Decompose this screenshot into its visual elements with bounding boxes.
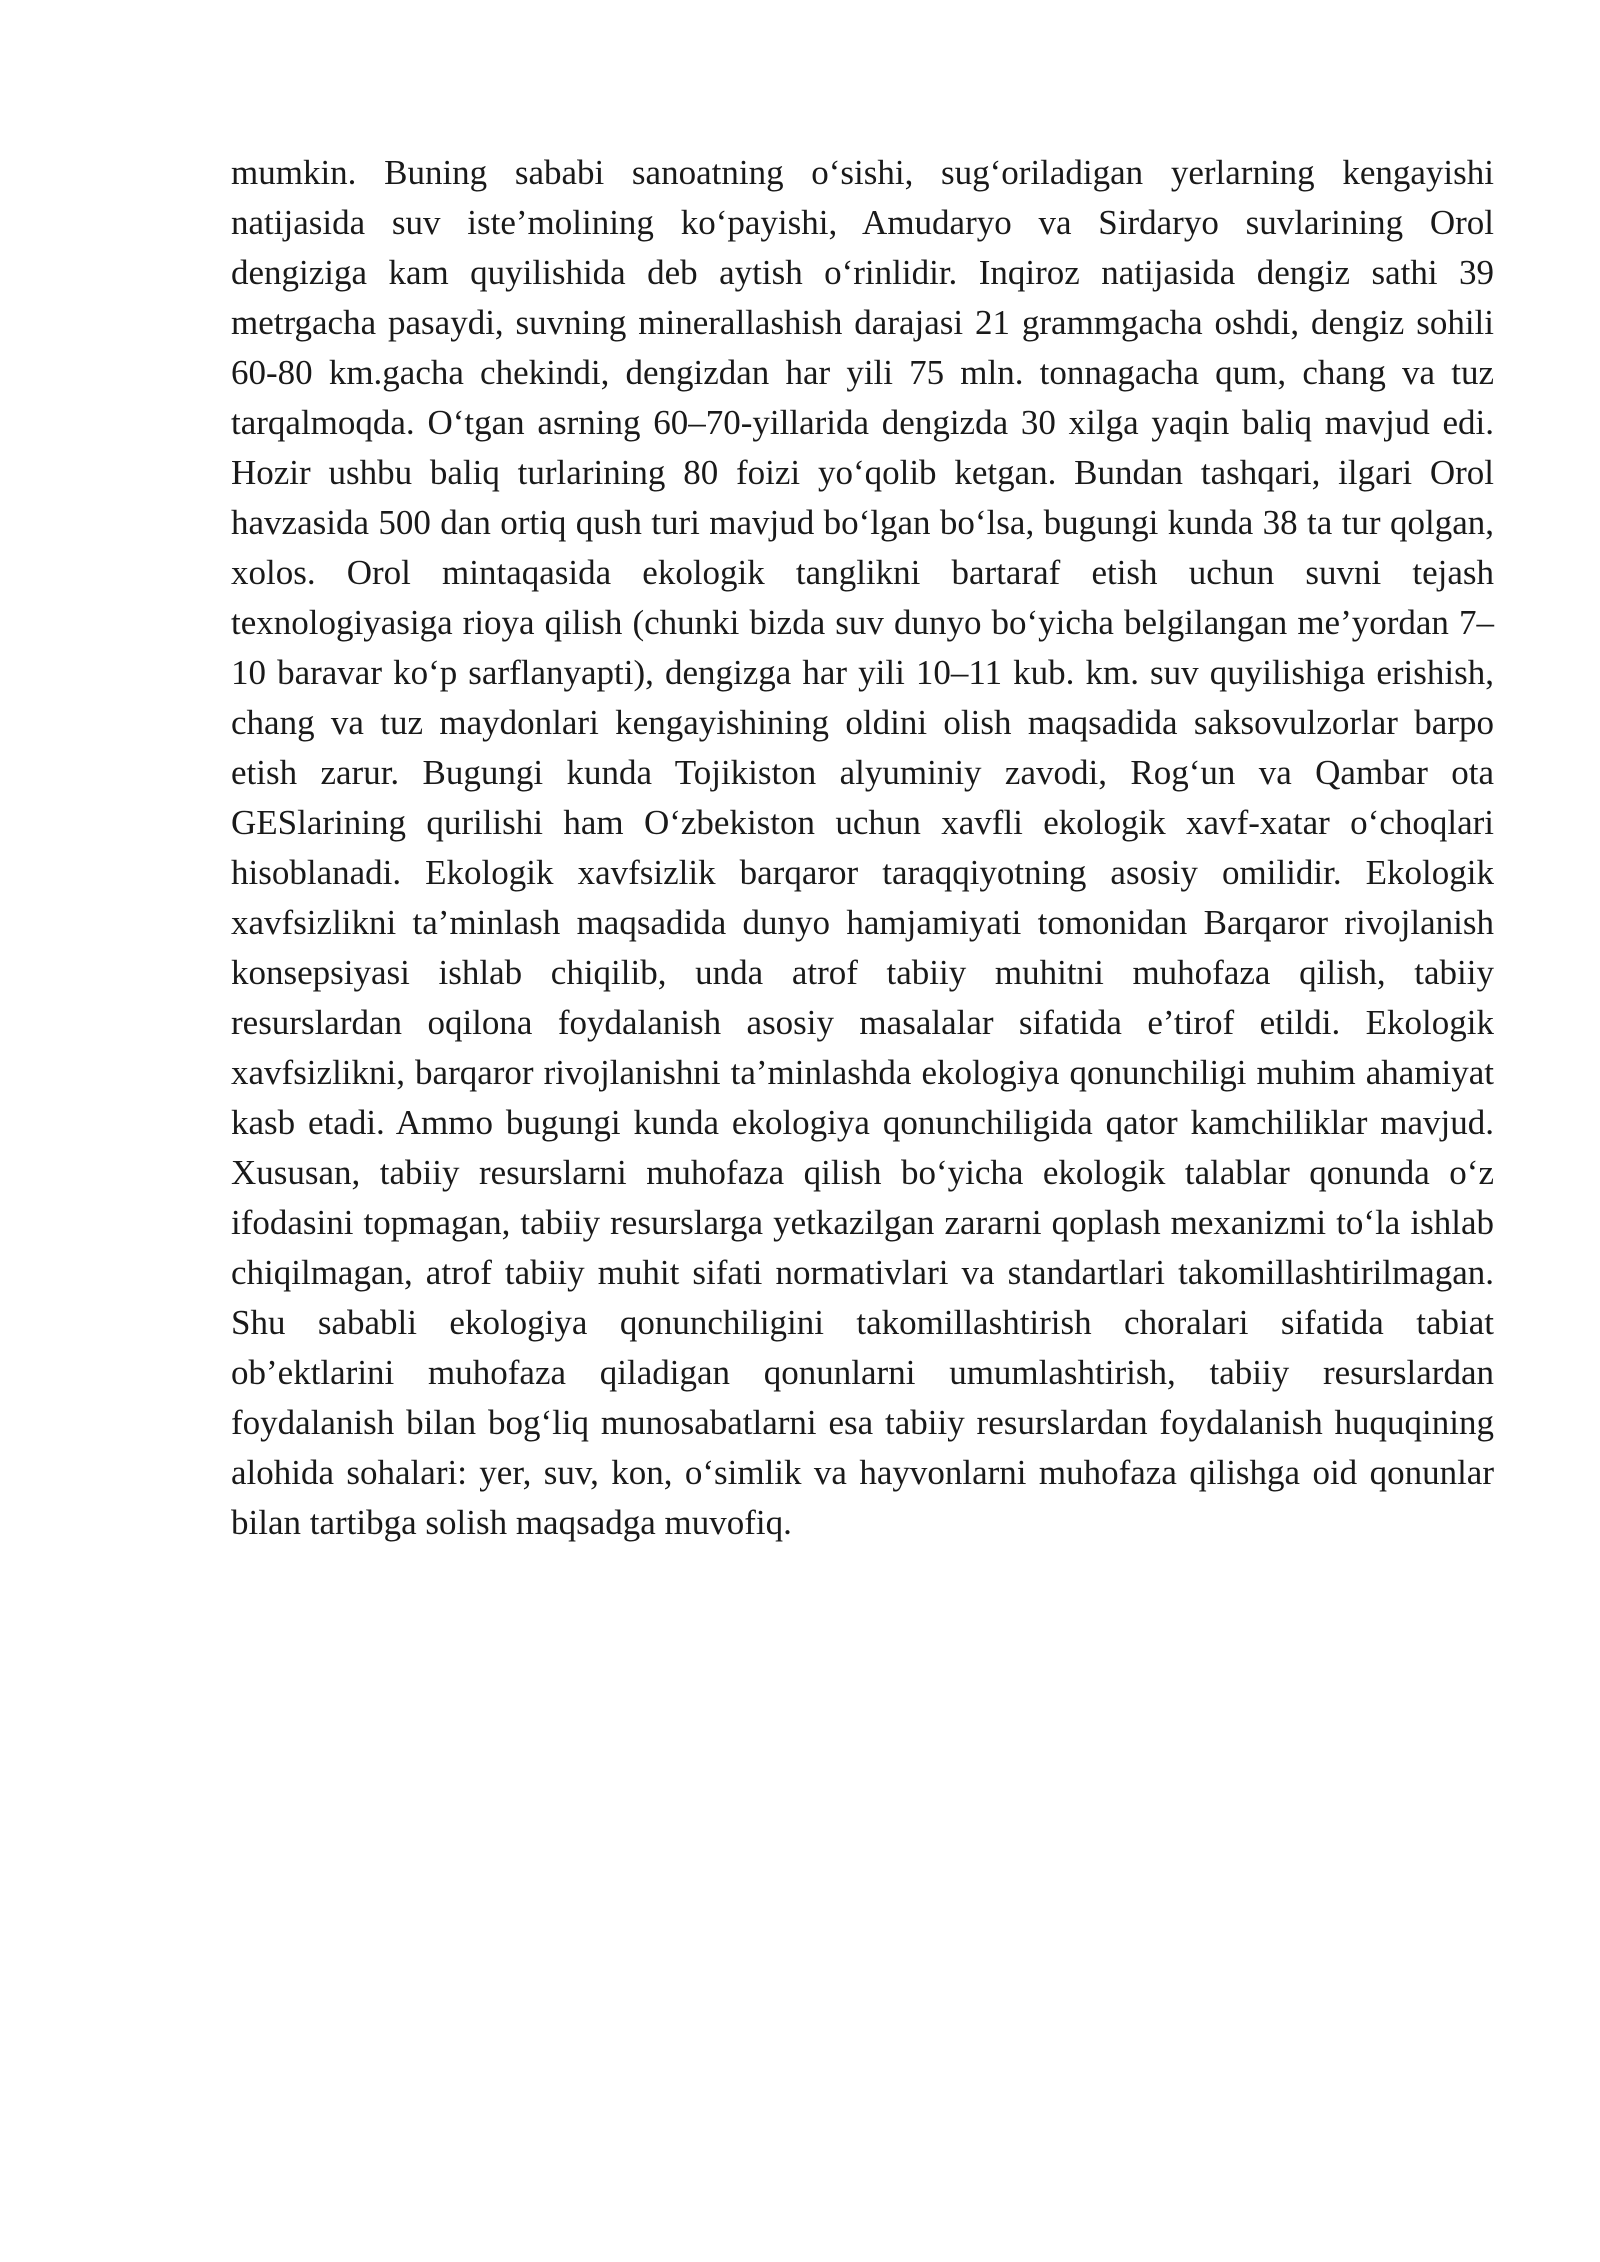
body-text (231, 148, 1494, 1548)
paragraph: mumkin. Buning sababi sanoatning o‘sishi, sug‘oriladigan yerlarning kengayishi natijasida suv iste’molining ko‘payishi, Amudaryo va Sirdaryo suvlarining Orol dengiziga kam quyilishida deb aytish o‘rinlidir. Inqiroz natijasida dengiz sathi 39 metrgacha pasaydi, suvning minerallashish darajasi 21 grammgacha oshdi, dengiz sohili 60-80 km.gacha chekindi, dengizdan har yili 75 mln. tonnagacha qum, chang va tuz tarqalmoqda. O‘tgan asrning 60–70-yillarida dengizda 30 xilga yaqin baliq mavjud edi. Hozir ushbu baliq turlarining 80 foizi yo‘qolib ketgan. Bundan tashqari, ilgari Orol havzasida 500 dan ortiq qush turi mavjud bo‘lgan bo‘lsa, bugungi kunda 38 ta tur qolgan, xolos. Orol mintaqasida ekologik tanglikni bartaraf etish uchun suvni tejash texnologiyasiga rioya qilish (chunki bizda suv dunyo bo‘yicha belgilangan me’yordan 7–10 baravar ko‘p sarflanyapti), dengizga har yili 10–11 kub. km. suv quyilishiga erishish, chang va tuz maydonlari kengayishining oldini olish maqsadida saksovulzorlar barpo etish zarur. Bugungi kunda Tojikiston alyuminiy zavodi, Rog‘un va Qambar ota GESlarining qurilishi ham O‘zbekiston uchun xavfli ekologik xavf-xatar o‘choqlari hisoblanadi. Ekologik xavfsizlik barqaror taraqqiyotning asosiy omilidir. Ekologik xavfsizlikni ta’minlash maqsadida dunyo hamjamiyati tomonidan Barqaror rivojlanish konsepsiyasi ishlab chiqilib, unda atrof tabiiy muhitni muhofaza qilish, tabiiy resurslardan oqilona foydalanish asosiy masalalar sifatida e’tirof etildi. Ekologik xavfsizlikni, barqaror rivojlanishni ta’minlashda ekologiya qonunchiligi muhim ahamiyat kasb etadi. Ammo bugungi kunda ekologiya qonunchiligida qator kamchiliklar mavjud. Xususan, tabiiy resurslarni muhofaza qilish bo‘yicha ekologik talablar qonunda o‘z ifodasini topmagan, tabiiy resurslarga yetkazilgan zararni qoplash mexanizmi to‘la ishlab chiqilmagan, atrof tabiiy muhit sifati normativlari va standartlari takomillashtirilmagan. Shu sababli ekologiya qonunchiligini takomillashtirish choralari sifatida tabiat ob’ektlarini muhofaza qiladigan qonunlarni umumlashtirish, tabiiy resurslardan foydalanish bilan bog‘liq munosabatlarni esa tabiiy resurslardan foydalanish huquqining alohida sohalari: yer, suv, kon, o‘simlik va hayvonlarni muhofaza qilishga oid qonunlar bilan tartibga solish maqsadga muvofiq. (231, 153, 1494, 1542)
